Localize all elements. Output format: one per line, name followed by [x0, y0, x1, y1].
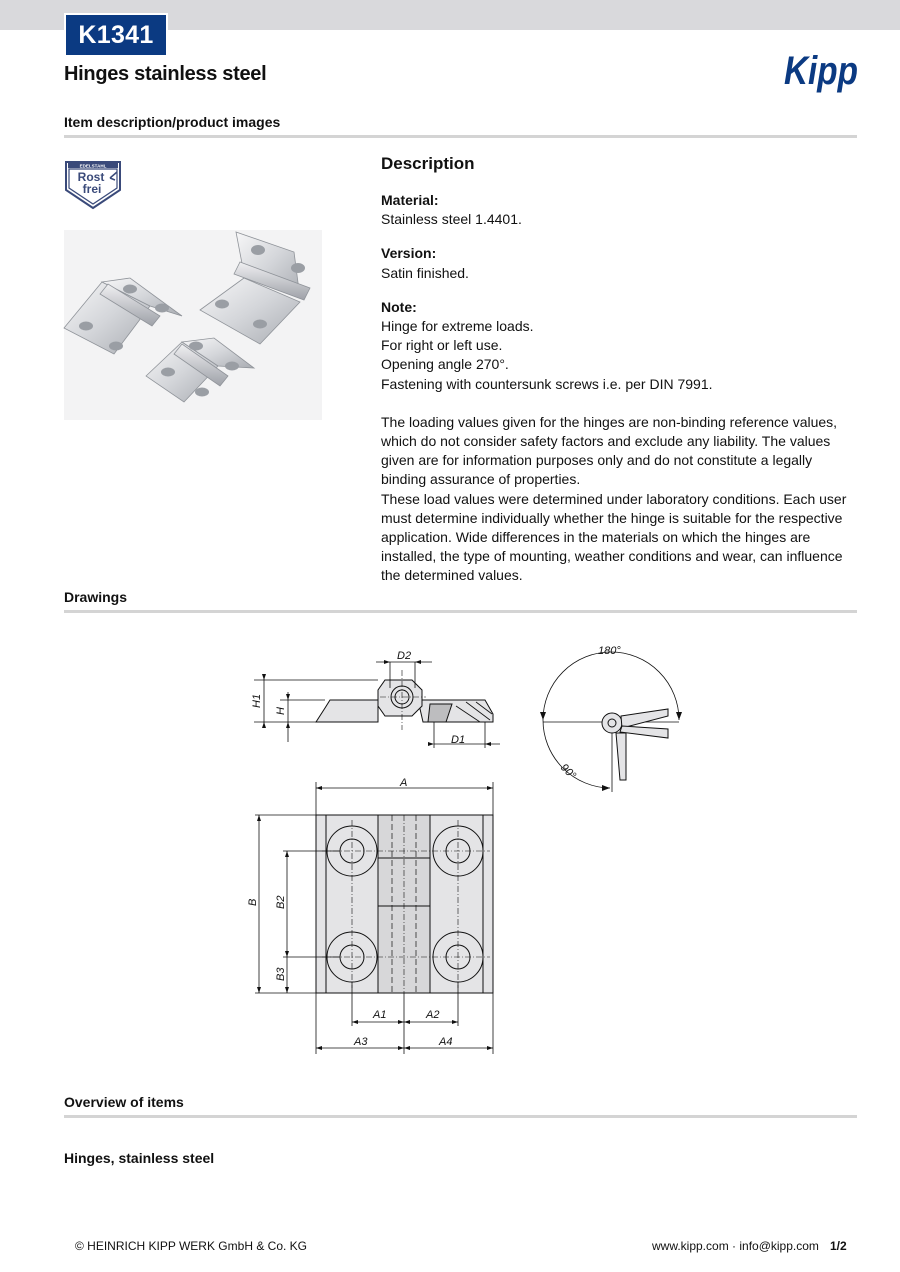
dim-label-D2: D2: [397, 650, 412, 662]
material-label: Material:: [381, 192, 439, 208]
footer-copyright: © HEINRICH KIPP WERK GmbH & Co. KG: [75, 1239, 307, 1253]
hinge-photo-left: [64, 278, 182, 354]
note-label: Note:: [381, 298, 417, 315]
note-line: Hinge for extreme loads.: [381, 318, 534, 335]
dim-label-B: B: [247, 898, 259, 906]
technical-drawing: [240, 630, 700, 1060]
article-code-badge: K1341: [64, 13, 168, 57]
section-heading-drawings: Drawings: [64, 589, 128, 605]
note-line: For right or left use.: [381, 337, 503, 354]
dim-label-D1: D1: [451, 734, 466, 746]
disclaimer-paragraph-2: These load values were determined under laboratory conditions. Each user must determine individually whether the hinge is suitable for the respective application. Wide differences in the materials on which the hinges are installed, the type of mounting, weather conditions and wear, can influence the determined values.: [381, 490, 847, 584]
description-heading: Description: [381, 154, 475, 173]
overview-subheading: Hinges, stainless steel: [64, 1150, 215, 1166]
section-rule: [64, 1115, 857, 1118]
dim-label-H: H: [275, 707, 287, 715]
product-photo: [64, 230, 322, 420]
note-line: Fastening with countersunk screws i.e. per DIN 7991.: [381, 375, 713, 392]
dim-label-A3: A3: [354, 1036, 368, 1048]
hinge-photo-bottom: [146, 338, 254, 402]
dim-label-B2: B2: [275, 895, 287, 909]
footer-page-number: 1/2: [830, 1239, 847, 1253]
page-title: Hinges stainless steel: [64, 63, 267, 85]
dim-label-A: A: [400, 777, 408, 789]
version-label: Version:: [381, 245, 437, 262]
material-text: Stainless steel 1.4401.: [381, 211, 522, 228]
section-rule: [64, 135, 857, 138]
version-text: Satin finished.: [381, 264, 469, 281]
description-block: [381, 152, 851, 586]
section-heading-item-description: Item description/product images: [64, 114, 281, 130]
dim-label-angle-open: 180°: [598, 645, 621, 657]
kipp-logo: [782, 38, 860, 92]
dim-label-H1: H1: [251, 693, 263, 708]
badge-line2: frei: [82, 182, 102, 196]
dim-label-A4: A4: [439, 1036, 453, 1048]
logo-text: Kipp: [784, 49, 858, 93]
footer-contact: www.kipp.com · info@kipp.com: [652, 1239, 819, 1253]
dim-label-A2: A2: [426, 1009, 440, 1021]
dim-label-B3: B3: [275, 967, 287, 981]
rostfrei-badge-icon: [64, 160, 122, 210]
hinge-photo-right: [200, 232, 310, 344]
dim-label-A1: A1: [373, 1009, 387, 1021]
section-heading-overview: Overview of items: [64, 1094, 184, 1110]
top-view: [316, 815, 493, 993]
badge-top-text: EDELSTAHL: [79, 163, 107, 169]
dim-label-angle-close: 90°: [557, 761, 579, 782]
section-rule: [64, 610, 857, 613]
badge-line1: Rost: [77, 170, 105, 184]
side-view: [316, 670, 493, 730]
disclaimer-paragraph-1: The loading values given for the hinges are non-binding reference values, which do not consider safety factors and exclude any liability. The values given are for information purposes only and do not constitute a legally binding assurance of properties.: [381, 413, 838, 488]
note-line: Opening angle 270°.: [381, 356, 509, 373]
